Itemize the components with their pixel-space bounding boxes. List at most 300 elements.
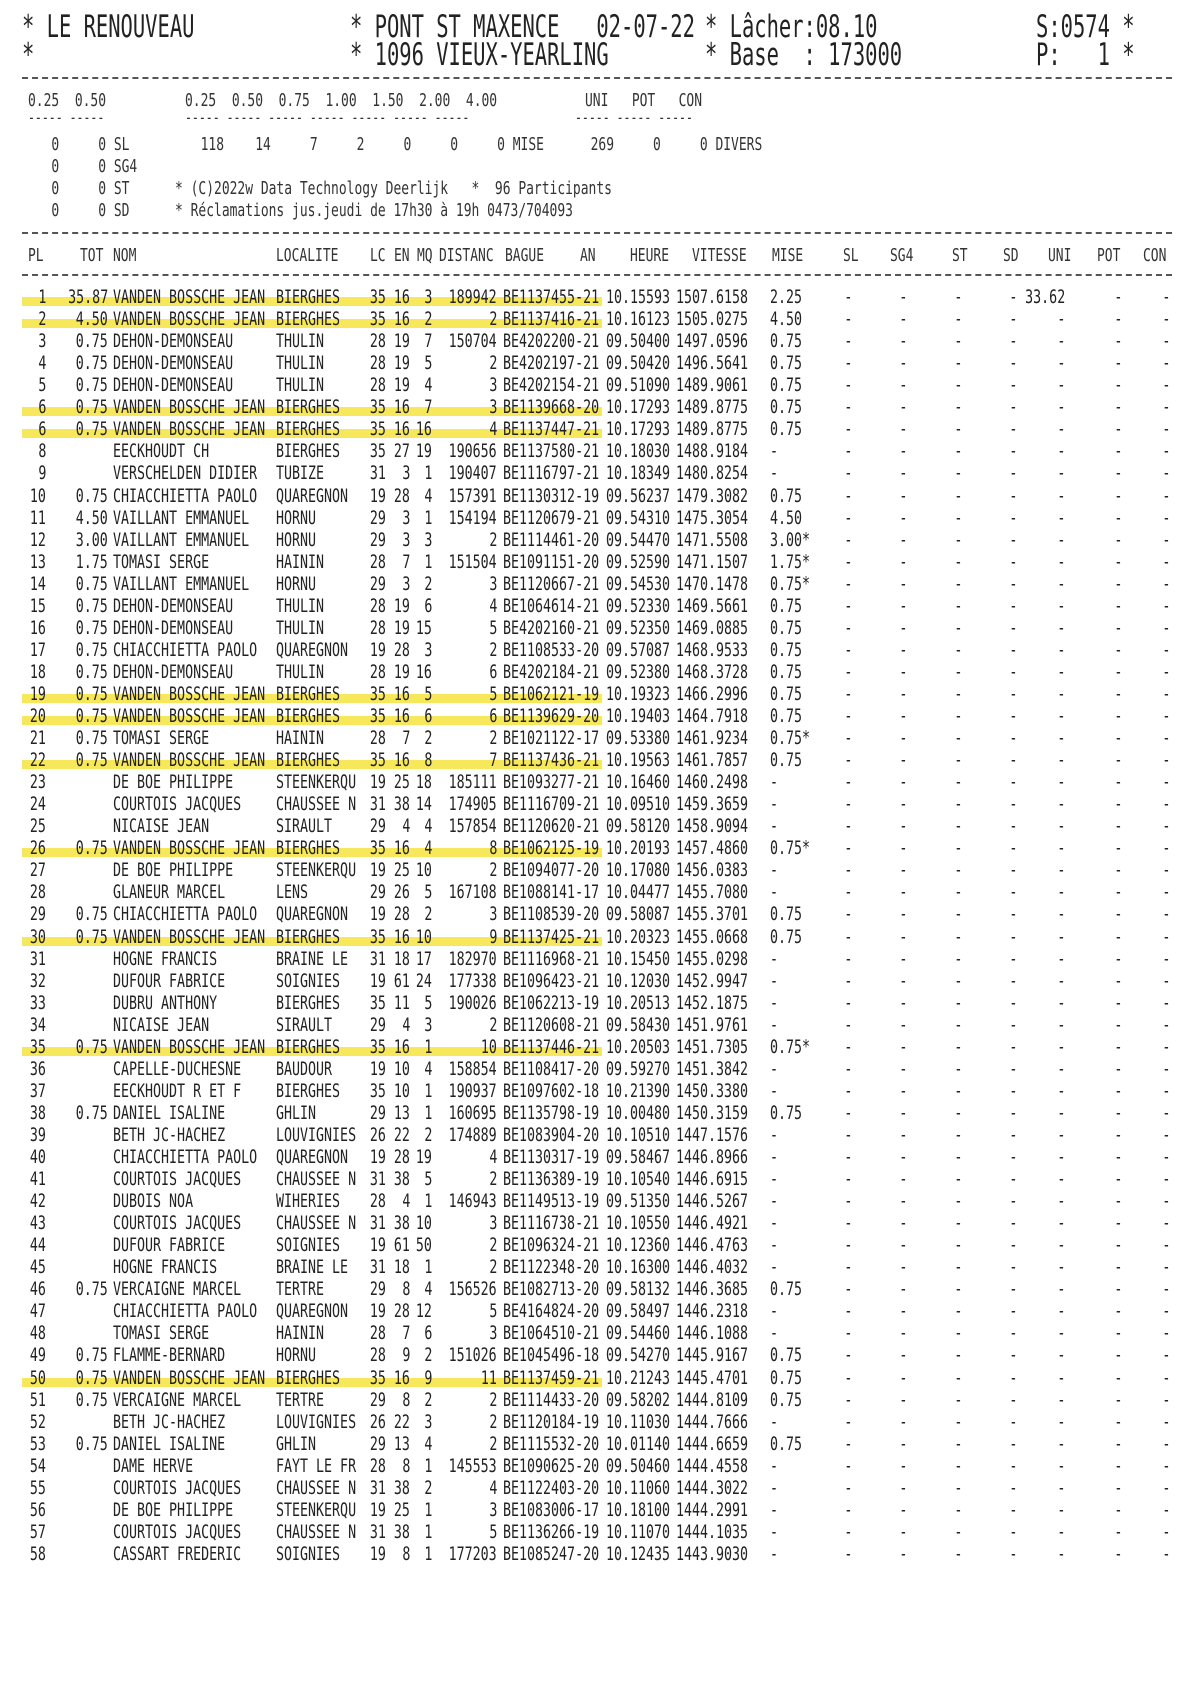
cell-nom: VANDEN BOSSCHE JEAN [113, 1366, 266, 1389]
cell-con: - [1161, 374, 1170, 397]
cell-loc: HAININ [276, 1322, 325, 1345]
cell-sd: - [1008, 1498, 1017, 1521]
cell-mq: 3 [423, 1410, 432, 1433]
table-row [0, 352, 1190, 374]
cell-pot: - [1113, 462, 1122, 485]
cell-tot: 0.75 [75, 484, 108, 507]
cell-pl: 37 [29, 1079, 46, 1102]
cell-vit: 1451.7305 [676, 1035, 749, 1058]
cell-sd: - [1008, 550, 1017, 573]
cell-en: 8 [401, 1454, 410, 1477]
cell-en: 38 [393, 1476, 410, 1499]
table-row [0, 881, 1190, 903]
cell-mq: 3 [423, 286, 432, 308]
table-row [0, 1036, 1190, 1058]
cell-lc: 19 [369, 859, 386, 882]
cell-mise: - [770, 1256, 779, 1279]
cell-pot: - [1113, 594, 1122, 617]
cell-mise: 0.75* [770, 837, 811, 860]
cell-en: 18 [393, 947, 410, 970]
cell-bague: BE1137446-21 [503, 1035, 600, 1058]
cell-pot: - [1113, 638, 1122, 661]
cell-lc: 19 [369, 903, 386, 926]
cell-pl: 3 [37, 330, 46, 353]
cell-sg4: - [898, 418, 907, 441]
cell-en: 22 [393, 1410, 410, 1433]
cell-vit: 1458.9094 [676, 815, 749, 838]
cell-pl: 10 [29, 484, 46, 507]
cell-en: 13 [393, 1432, 410, 1455]
cell-bague: BE4202184-21 [503, 660, 600, 683]
cell-mise: - [770, 1300, 779, 1323]
cell-lc: 35 [369, 418, 386, 441]
cell-en: 19 [393, 330, 410, 353]
cell-pot: - [1113, 1234, 1122, 1257]
cell-en: 61 [393, 1234, 410, 1257]
table-row [0, 1411, 1190, 1433]
cell-dist: 190937 [448, 1079, 497, 1102]
cell-heure: 09.54270 [606, 1344, 671, 1367]
cell-tot: 0.75 [75, 374, 108, 397]
table-row [0, 639, 1190, 661]
cell-uni: - [1056, 396, 1065, 419]
cell-nom: VAILLANT EMMANUEL [113, 528, 250, 551]
cell-st: - [953, 1322, 962, 1345]
cell-pot: - [1113, 374, 1122, 397]
cell-mq: 4 [423, 374, 432, 397]
cell-sl: - [843, 1300, 852, 1323]
cell-tot: 0.75 [75, 727, 108, 749]
cell-uni: - [1056, 969, 1065, 992]
cell-con: - [1161, 727, 1170, 749]
cell-mq: 2 [423, 1476, 432, 1499]
cell-mise: - [770, 1520, 779, 1543]
cell-pot: - [1113, 1013, 1122, 1036]
cell-tot: 0.75 [75, 1344, 108, 1367]
cell-en: 7 [401, 727, 410, 749]
cell-lc: 31 [369, 1256, 386, 1279]
cell-loc: QUAREGNON [276, 484, 349, 507]
cell-nom: CASSART FREDERIC [113, 1542, 242, 1565]
cell-lc: 35 [369, 308, 386, 331]
cell-dist: 2 [488, 1388, 497, 1411]
cell-mq: 19 [415, 1146, 432, 1168]
cell-pot: - [1113, 749, 1122, 771]
cell-pot: - [1113, 440, 1122, 463]
cell-sd: - [1008, 1366, 1017, 1389]
cell-con: - [1161, 1300, 1170, 1323]
cell-tot: 0.75 [75, 1278, 108, 1301]
cell-mise: - [770, 969, 779, 992]
table-row [0, 1322, 1190, 1344]
cell-loc: BIERGHES [276, 1035, 341, 1058]
cell-mise: 0.75 [770, 638, 803, 661]
cell-st: - [953, 749, 962, 771]
cell-sd: - [1008, 771, 1017, 794]
cell-sl: - [843, 1101, 852, 1124]
cell-dist: 3 [488, 396, 497, 419]
cell-mise: - [770, 1234, 779, 1257]
cell-heure: 09.58120 [606, 815, 671, 838]
cell-con: - [1161, 1234, 1170, 1257]
table-row [0, 440, 1190, 462]
cell-vit: 1446.4921 [676, 1212, 749, 1235]
cell-mq: 1 [423, 1498, 432, 1521]
cell-mq: 1 [423, 1079, 432, 1102]
cell-mq: 3 [423, 528, 432, 551]
cell-en: 7 [401, 1322, 410, 1345]
cell-pot: - [1113, 1256, 1122, 1279]
cell-mise: 0.75 [770, 352, 803, 375]
cell-vit: 1489.8775 [676, 418, 749, 441]
cell-loc: STEENKERQU [276, 771, 357, 794]
cell-lc: 35 [369, 749, 386, 771]
cell-bague: BE1114433-20 [503, 1388, 600, 1411]
cell-nom: DE BOE PHILIPPE [113, 771, 234, 794]
cell-dist: 4 [488, 1146, 497, 1168]
cell-pl: 18 [29, 660, 46, 683]
cell-uni: - [1056, 638, 1065, 661]
cell-con: - [1161, 484, 1170, 507]
cell-con: - [1161, 1388, 1170, 1411]
cell-nom: VERCAIGNE MARCEL [113, 1278, 242, 1301]
cell-vit: 1445.9167 [676, 1344, 749, 1367]
cell-vit: 1452.1875 [676, 991, 749, 1014]
cell-en: 28 [393, 1146, 410, 1168]
cell-uni: - [1056, 528, 1065, 551]
cell-dist: 158854 [448, 1057, 497, 1080]
cell-mise: 0.75 [770, 903, 803, 926]
cell-heure: 09.56237 [606, 484, 671, 507]
cell-mq: 3 [423, 1013, 432, 1036]
cell-sl: - [843, 1168, 852, 1190]
cell-bague: BE1137580-21 [503, 440, 600, 463]
cell-bague: BE1137455-21 [503, 286, 600, 308]
cell-pl: 50 [29, 1366, 46, 1389]
cell-tot: 0.75 [75, 330, 108, 353]
cell-bague: BE1116738-21 [503, 1212, 600, 1235]
cell-dist: 2 [488, 1432, 497, 1455]
cell-lc: 31 [369, 1168, 386, 1190]
table-row [0, 1058, 1190, 1080]
cell-sg4: - [898, 638, 907, 661]
cell-sl: - [843, 1410, 852, 1433]
cell-st: - [953, 1432, 962, 1455]
cell-sg4: - [898, 440, 907, 463]
cell-pot: - [1113, 771, 1122, 794]
cell-mq: 10 [415, 925, 432, 948]
cell-sg4: - [898, 771, 907, 794]
cell-pl: 22 [29, 749, 46, 771]
cell-heure: 10.12360 [606, 1234, 671, 1257]
cell-vit: 1446.1088 [676, 1322, 749, 1345]
cell-nom: VANDEN BOSSCHE JEAN [113, 418, 266, 441]
cell-dist: 4 [488, 594, 497, 617]
cell-bague: BE1137425-21 [503, 925, 600, 948]
cell-dist: 3 [488, 572, 497, 595]
cell-dist: 167108 [448, 881, 497, 904]
cell-bague: BE1096423-21 [503, 969, 600, 992]
cell-pl: 53 [29, 1432, 46, 1455]
cell-sd: - [1008, 859, 1017, 882]
cell-bague: BE1120667-21 [503, 572, 600, 595]
cell-uni: - [1056, 1366, 1065, 1389]
cell-sd: - [1008, 749, 1017, 771]
cell-sl: - [843, 1322, 852, 1345]
cell-sg4: - [898, 1256, 907, 1279]
cell-nom: HOGNE FRANCIS [113, 947, 218, 970]
cell-st: - [953, 947, 962, 970]
cell-mise: 0.75 [770, 374, 803, 397]
cell-pl: 42 [29, 1190, 46, 1213]
cell-en: 4 [401, 1190, 410, 1213]
cell-con: - [1161, 793, 1170, 816]
cell-st: - [953, 1542, 962, 1565]
cell-sl: - [843, 1190, 852, 1213]
divider [22, 77, 1172, 79]
cell-sg4: - [898, 859, 907, 882]
column-header-uni: UNI [1048, 245, 1072, 266]
cell-sl: - [843, 1256, 852, 1279]
cell-heure: 09.58430 [606, 1013, 671, 1036]
cell-bague: BE1062121-19 [503, 682, 600, 705]
cell-heure: 10.12030 [606, 969, 671, 992]
cell-nom: DAME HERVE [113, 1454, 194, 1477]
cell-bague: BE1130317-19 [503, 1146, 600, 1168]
cell-sd: - [1008, 440, 1017, 463]
cell-pot: - [1113, 330, 1122, 353]
cell-vit: 1466.2996 [676, 682, 749, 705]
cell-uni: - [1056, 484, 1065, 507]
cell-pot: - [1113, 1344, 1122, 1367]
cell-sg4: - [898, 1322, 907, 1345]
cell-lc: 19 [369, 1146, 386, 1168]
cell-loc: BIERGHES [276, 396, 341, 419]
stakes-mise-values: 118 14 7 2 0 0 0 MISE [185, 134, 544, 155]
cell-sd: - [1008, 1079, 1017, 1102]
cell-mise: 0.75 [770, 682, 803, 705]
cell-con: - [1161, 925, 1170, 948]
cell-st: - [953, 991, 962, 1014]
cell-mq: 2 [423, 572, 432, 595]
table-row [0, 1168, 1190, 1190]
cell-bague: BE4164824-20 [503, 1300, 600, 1323]
table-row [0, 970, 1190, 992]
cell-en: 19 [393, 616, 410, 639]
cell-nom: TOMASI SERGE [113, 1322, 210, 1345]
cell-nom: VANDEN BOSSCHE JEAN [113, 308, 266, 331]
cell-sd: - [1008, 374, 1017, 397]
cell-con: - [1161, 550, 1170, 573]
cell-mq: 1 [423, 506, 432, 529]
cell-mq: 1 [423, 1542, 432, 1565]
divider [22, 232, 1172, 234]
cell-vit: 1489.9061 [676, 374, 749, 397]
cell-bague: BE1083904-20 [503, 1123, 600, 1146]
cell-con: - [1161, 616, 1170, 639]
cell-loc: LENS [276, 881, 309, 904]
table-row [0, 462, 1190, 484]
cell-bague: BE4202160-21 [503, 616, 600, 639]
cell-bague: BE1135798-19 [503, 1101, 600, 1124]
cell-sl: - [843, 925, 852, 948]
cell-con: - [1161, 881, 1170, 904]
cell-loc: BIERGHES [276, 991, 341, 1014]
cell-uni: - [1056, 1057, 1065, 1080]
cell-pot: - [1113, 1079, 1122, 1102]
cell-sg4: - [898, 903, 907, 926]
cell-dist: 2 [488, 1168, 497, 1190]
cell-st: - [953, 1146, 962, 1168]
cell-bague: BE1115532-20 [503, 1432, 600, 1455]
cell-nom: CAPELLE-DUCHESNE [113, 1057, 242, 1080]
cell-heure: 10.10540 [606, 1168, 671, 1190]
cell-con: - [1161, 660, 1170, 683]
cell-mise: - [770, 859, 779, 882]
cell-pl: 6 [37, 418, 46, 441]
cell-loc: BIERGHES [276, 705, 341, 727]
cell-pot: - [1113, 815, 1122, 838]
cell-dist: 9 [488, 925, 497, 948]
cell-mq: 2 [423, 1344, 432, 1367]
cell-tot: 3.00 [75, 528, 108, 551]
cell-st: - [953, 506, 962, 529]
cell-pot: - [1113, 903, 1122, 926]
cell-pl: 56 [29, 1498, 46, 1521]
cell-pl: 8 [37, 440, 46, 463]
cell-en: 25 [393, 1498, 410, 1521]
cell-heure: 09.54460 [606, 1322, 671, 1345]
cell-vit: 1444.6659 [676, 1432, 749, 1455]
cell-vit: 1480.8254 [676, 462, 749, 485]
cell-uni: - [1056, 418, 1065, 441]
cell-loc: WIHERIES [276, 1190, 341, 1213]
cell-dist: 6 [488, 705, 497, 727]
cell-sd: - [1008, 1410, 1017, 1433]
cell-heure: 10.12435 [606, 1542, 671, 1565]
cell-sl: - [843, 1388, 852, 1411]
cell-nom: GLANEUR MARCEL [113, 881, 226, 904]
cell-sl: - [843, 837, 852, 860]
cell-mq: 19 [415, 440, 432, 463]
cell-mq: 1 [423, 1190, 432, 1213]
cell-mq: 4 [423, 1432, 432, 1455]
cell-dist: 157854 [448, 815, 497, 838]
cell-pl: 31 [29, 947, 46, 970]
table-row [0, 286, 1190, 308]
cell-pot: - [1113, 1366, 1122, 1389]
cell-pot: - [1113, 1410, 1122, 1433]
cell-sl: - [843, 418, 852, 441]
cell-mq: 14 [415, 793, 432, 816]
cell-sd: - [1008, 572, 1017, 595]
cell-sl: - [843, 1476, 852, 1499]
cell-tot: 4.50 [75, 506, 108, 529]
cell-pl: 44 [29, 1234, 46, 1257]
cell-dist: 3 [488, 1212, 497, 1235]
cell-uni: - [1056, 815, 1065, 838]
column-header-sl: SL [843, 245, 859, 266]
cell-vit: 1443.9030 [676, 1542, 749, 1565]
cell-en: 16 [393, 837, 410, 860]
cell-lc: 31 [369, 793, 386, 816]
cell-dist: 3 [488, 374, 497, 397]
cell-st: - [953, 308, 962, 331]
cell-sg4: - [898, 374, 907, 397]
stakes-right-dashes: ----- ----- ----- [575, 108, 693, 127]
cell-tot: 0.75 [75, 418, 108, 441]
cell-tot: 0.75 [75, 1035, 108, 1058]
cell-mise: - [770, 1123, 779, 1146]
cell-dist: 190656 [448, 440, 497, 463]
cell-sd: - [1008, 352, 1017, 375]
cell-pot: - [1113, 484, 1122, 507]
table-row [0, 1543, 1190, 1565]
cell-uni: - [1056, 374, 1065, 397]
cell-st: - [953, 1123, 962, 1146]
table-row [0, 1344, 1190, 1366]
cell-en: 4 [401, 1013, 410, 1036]
cell-sg4: - [898, 572, 907, 595]
cell-st: - [953, 903, 962, 926]
cell-vit: 1444.2991 [676, 1498, 749, 1521]
cell-tot: 1.75 [75, 550, 108, 573]
cell-dist: 157391 [448, 484, 497, 507]
cell-en: 16 [393, 925, 410, 948]
cell-st: - [953, 286, 962, 308]
cell-sl: - [843, 1520, 852, 1543]
cell-con: - [1161, 1410, 1170, 1433]
cell-uni: - [1056, 749, 1065, 771]
cell-mq: 7 [423, 396, 432, 419]
cell-st: - [953, 1278, 962, 1301]
cell-tot: 0.75 [75, 705, 108, 727]
cell-st: - [953, 440, 962, 463]
cell-lc: 29 [369, 881, 386, 904]
cell-bague: BE1064614-21 [503, 594, 600, 617]
cell-lc: 29 [369, 1101, 386, 1124]
cell-sg4: - [898, 550, 907, 573]
cell-bague: BE1149513-19 [503, 1190, 600, 1213]
cell-sl: - [843, 638, 852, 661]
cell-dist: 6 [488, 660, 497, 683]
cell-dist: 11 [480, 1366, 497, 1389]
cell-pot: - [1113, 1190, 1122, 1213]
cell-bague: BE1137436-21 [503, 749, 600, 771]
cell-loc: BIERGHES [276, 440, 341, 463]
column-header-lc: LC [370, 245, 386, 266]
table-row [0, 1499, 1190, 1521]
cell-con: - [1161, 815, 1170, 838]
cell-st: - [953, 771, 962, 794]
cell-lc: 19 [369, 638, 386, 661]
cell-heure: 10.10550 [606, 1212, 671, 1235]
cell-mq: 17 [415, 947, 432, 970]
cell-lc: 29 [369, 1388, 386, 1411]
cell-en: 38 [393, 1212, 410, 1235]
cell-con: - [1161, 859, 1170, 882]
cell-vit: 1497.0596 [676, 330, 749, 353]
cell-loc: BIERGHES [276, 749, 341, 771]
cell-heure: 10.21243 [606, 1366, 671, 1389]
stakes-sg4: 0 0 SG4 [28, 156, 138, 177]
cell-dist: 7 [488, 749, 497, 771]
cell-en: 25 [393, 859, 410, 882]
cell-lc: 29 [369, 572, 386, 595]
table-row [0, 485, 1190, 507]
cell-bague: BE1122403-20 [503, 1476, 600, 1499]
cell-nom: NICAISE JEAN [113, 1013, 210, 1036]
